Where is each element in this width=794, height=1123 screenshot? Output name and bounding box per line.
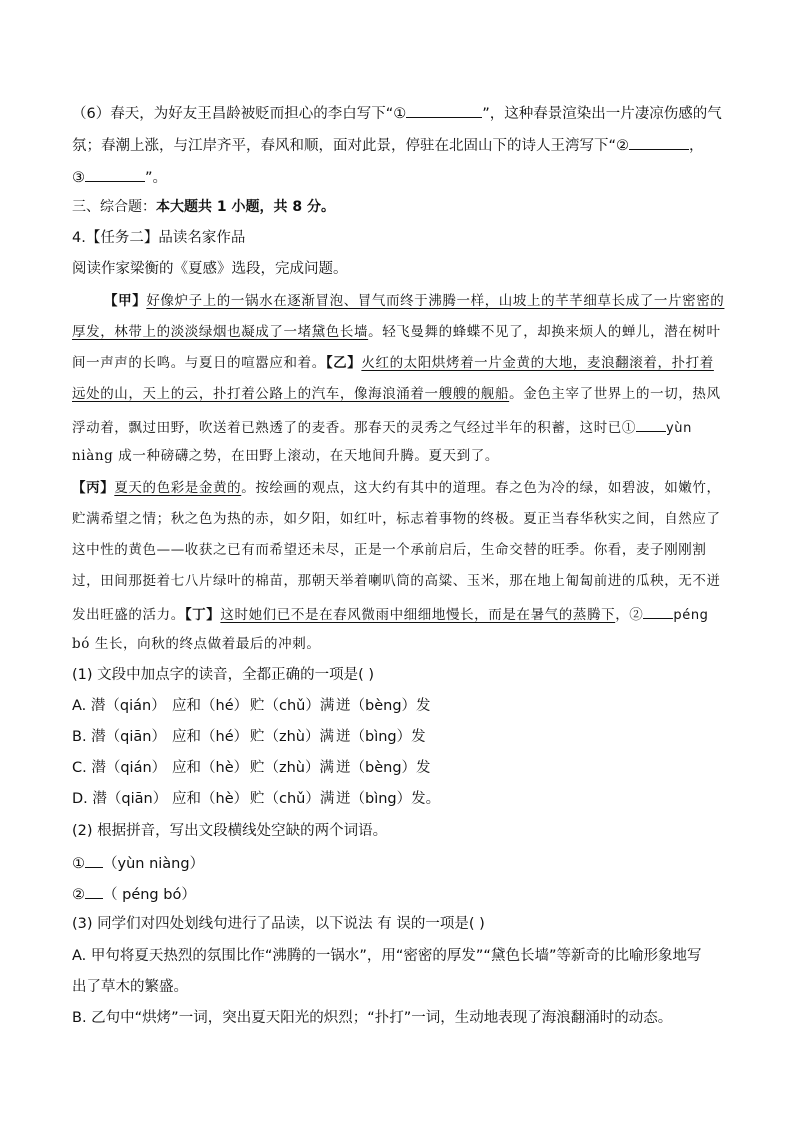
passage-line: 这中性的黄色——收获之已有而希望还未尽，正是一个承前启后，生命交替的旺季。你看，麦子刚刚割 xyxy=(72,542,707,558)
q3-option-a[interactable]: A. 甲句将夏天热烈的氛围比作“沸腾的一锅水”，用“密密的厚发”“黛色长墙”等新奇的比喻形象地写 xyxy=(72,948,702,964)
q2-answer-b: ② （ péng bó） xyxy=(72,883,196,905)
q2-answer-a: ① （yùn niàng） xyxy=(72,852,204,874)
passage-line xyxy=(104,291,724,311)
q6-line-3 xyxy=(72,166,167,188)
option-a[interactable]: A. 潜（qián） 应和（hé） 贮（chǔ）满 迸（bèng）发 xyxy=(72,698,431,714)
underlined-sentence-bing: 夏天的色彩是金黄的 xyxy=(114,480,242,496)
mark-ding: 【丁】 xyxy=(184,607,221,623)
q6-text: ， xyxy=(689,138,704,154)
answer-blank-q2-a[interactable] xyxy=(85,852,103,868)
underlined-sentence-jia: 厚发，林带上的淡淡绿烟也凝成了一堵黛色长墙 xyxy=(72,324,369,340)
passage-line: 发出旺盛的活力。【丁】这时她们已不是在春风微雨中细细地慢长，而是在暑气的蒸腾下，② péng xyxy=(72,603,709,626)
option-b[interactable]: B. 潜（qiān） 应和（hé） 贮（zhù）满 迸（bìng）发 xyxy=(72,729,426,745)
underlined-sentence-yi: 火红的太阳烘烤着一片金黄的大地，麦浪翻滚着，扑打着 xyxy=(361,355,714,371)
q6-text: ”，这种春景渲染出一片凄凉伤感的气 xyxy=(482,106,722,122)
passage-line: 过，田间那挺着七八片绿叶的棉苗，那朝天举着喇叭筒的高粱、玉米，那在地上匍匐前进的瓜秧，无不迸 xyxy=(72,573,721,589)
question-1: (1) 文段中加点字的读音，全都正确的一项是( ) xyxy=(72,667,375,683)
q6-line-1 xyxy=(72,102,722,124)
q6-text: 氛；春潮上涨，与江岸齐平，春风和顺，面对此景，停驻在北固山下的诗人王湾写下“② xyxy=(72,138,630,154)
q6-text: （6）春天，为好友王昌龄被贬而担心的李白写下“① xyxy=(72,106,407,122)
option-c[interactable]: C. 潜（qián） 应和（hè） 贮（zhù）满 迸（bèng）发 xyxy=(72,760,431,776)
option-d[interactable]: D. 潜（qiān） 应和（hè） 贮（chǔ）满 迸（bìng）发。 xyxy=(72,791,441,807)
passage-line: niàng 成一种磅礴之势，在田野上滚动，在天地间升腾。夏天到了。 xyxy=(72,448,499,464)
passage-line: 贮满希望之情；秋之色为热的赤，如夕阳，如红叶，标志着事物的终极。夏正当春华秋实之间，自然应了 xyxy=(72,511,721,527)
pinyin-blank-2[interactable] xyxy=(643,603,673,619)
q6-text: ③ xyxy=(72,170,85,186)
passage-line: 【丙】夏天的色彩是金黄的。按绘画的观点，这大约有其中的道理。春之色为冷的绿，如碧波，如嫩竹， xyxy=(72,480,721,496)
answer-blank-3[interactable] xyxy=(85,166,145,182)
passage-line: 间一声声的长鸣。与夏日的喧嚣应和着。【乙】火红的太阳烘烤着一片金黄的大地，麦浪翻滚着，扑打着 xyxy=(72,355,714,371)
pinyin-blank-1[interactable] xyxy=(636,416,666,432)
underlined-sentence-ding: 这时她们已不是在春风微雨中细细地慢长，而是在暑气的蒸腾下 xyxy=(220,607,616,623)
answer-blank-1[interactable] xyxy=(406,102,482,118)
q3-option-b[interactable]: B. 乙句中“烘烤”一词，突出夏天阳光的炽烈；“扑打”一词，生动地表现了海浪翻涌时的动态。 xyxy=(72,1010,673,1026)
question-3: (3) 同学们对四处划线句进行了品读，以下说法 有 误的一项是( ) xyxy=(72,916,485,932)
q3-option-a-cont: 出了草木的繁盛。 xyxy=(72,979,188,995)
underlined-sentence-yi: 远处的山，天上的云，扑打着公路上的汽车，像海浪涌着一艘艘的舰船 xyxy=(72,386,510,402)
task-intro: 阅读作家梁衡的《夏感》选段，完成问题。 xyxy=(72,261,348,277)
mark-yi: 【乙】 xyxy=(325,355,362,371)
passage-line: 浮动着，飘过田野，吹送着已熟透了的麦香。那春天的灵秀之气经过半年的积蓄，这时已① yùn xyxy=(72,416,692,439)
mark-bing: 【丙】 xyxy=(72,480,115,496)
answer-blank-2[interactable] xyxy=(629,134,689,150)
section-heading: 三、综合题：本大题共 1 小题，共 8 分。 xyxy=(72,199,335,215)
q6-line-2 xyxy=(72,134,704,156)
passage-line: 远处的山，天上的云，扑打着公路上的汽车，像海浪涌着一艘艘的舰船。金色主宰了世界上的一切，热风 xyxy=(72,386,721,402)
mark-jia: 【甲】 xyxy=(104,293,147,309)
question-2: (2) 根据拼音，写出文段横线处空缺的两个词语。 xyxy=(72,823,388,839)
passage-line: bó 生长，向秋的终点做着最后的冲刺。 xyxy=(72,636,321,652)
task-title: 4.【任务二】品读名家作品 xyxy=(72,230,246,246)
q6-text: ”。 xyxy=(145,170,168,186)
passage-line: 厚发，林带上的淡淡绿烟也凝成了一堵黛色长墙。轻飞曼舞的蜂蝶不见了，却换来烦人的蝉儿，潜在树叶 xyxy=(72,324,721,340)
answer-blank-q2-b[interactable] xyxy=(85,883,103,899)
underlined-sentence-jia: 好像炉子上的一锅水在逐渐冒泡、冒气而终于沸腾一样，山坡上的芊芊细草长成了一片密密的 xyxy=(146,293,725,309)
